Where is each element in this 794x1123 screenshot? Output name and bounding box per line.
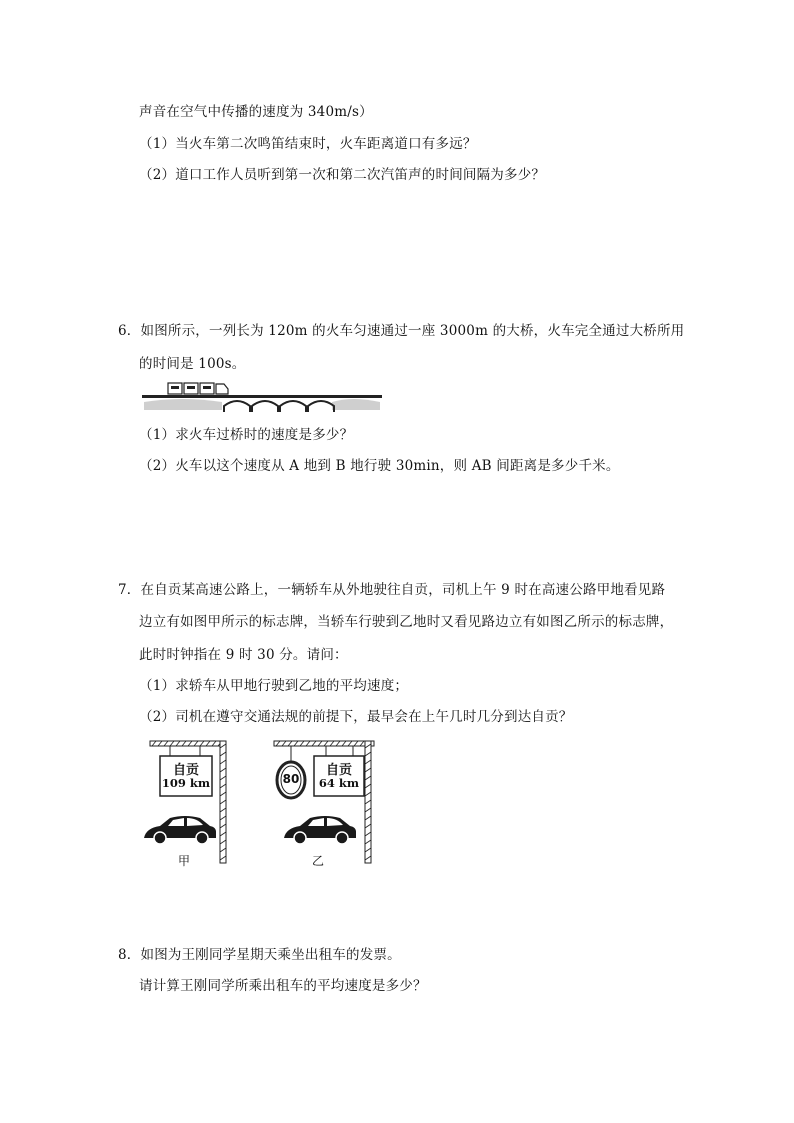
- road-sign-figure-a: [140, 738, 240, 873]
- q6-sub1: （1）求火车过桥时的速度是多少？: [139, 427, 354, 443]
- q7-line2: 边立有如图甲所示的标志牌，当轿车行驶到乙地时又看见路边立有如图乙所示的标志牌，: [139, 614, 674, 630]
- road-sign-figure-b: [268, 738, 380, 873]
- car-icon: [284, 816, 356, 844]
- q6-line2: 的时间是 100s。: [139, 356, 246, 372]
- q7-sub1: （1）求轿车从甲地行驶到乙地的平均速度；: [139, 678, 409, 694]
- q7-line3: 此时时钟指在 9 时 30 分。请问：: [139, 647, 348, 663]
- train-icon: [168, 383, 228, 394]
- q8-line2: 请计算王刚同学所乘出租车的平均速度是多少？: [139, 978, 427, 994]
- q6-sub2: （2）火车以这个速度从 A 地到 B 地行驶 30min，则 AB 间距离是多少千米。: [139, 458, 620, 474]
- car-icon: [144, 816, 216, 844]
- prev-question-continuation: 声音在空气中传播的速度为 340m/s）: [139, 104, 373, 120]
- sign-b-caption: 乙: [312, 854, 325, 868]
- q8-line1: 8．如图为王刚同学星期天乘坐出租车的发票。: [118, 947, 401, 963]
- train-bridge-figure: [142, 380, 387, 416]
- sign-b-distance: 64 km: [318, 776, 360, 790]
- sign-b-speed-limit: 80: [282, 772, 300, 786]
- sign-a-caption: 甲: [178, 854, 191, 868]
- prev-question-sub2: （2）道口工作人员听到第一次和第二次汽笛声的时间间隔为多少？: [139, 167, 546, 183]
- q7-line1: 7．在自贡某高速公路上，一辆轿车从外地驶往自贡，司机上午 9 时在高速公路甲地看见路: [118, 582, 666, 598]
- q6-line1: 6．如图所示，一列长为 120m 的火车匀速通过一座 3000m 的大桥，火车完全通过大桥所用: [118, 323, 685, 339]
- q7-sub2: （2）司机在遵守交通法规的前提下，最早会在上午几时几分到达自贡？: [139, 709, 573, 725]
- prev-question-sub1: （1）当火车第二次鸣笛结束时，火车距离道口有多远？: [139, 136, 477, 152]
- sign-a-distance: 109 km: [161, 776, 211, 790]
- sign-a-city: 自贡: [172, 763, 199, 778]
- sign-b-city: 自贡: [325, 763, 352, 778]
